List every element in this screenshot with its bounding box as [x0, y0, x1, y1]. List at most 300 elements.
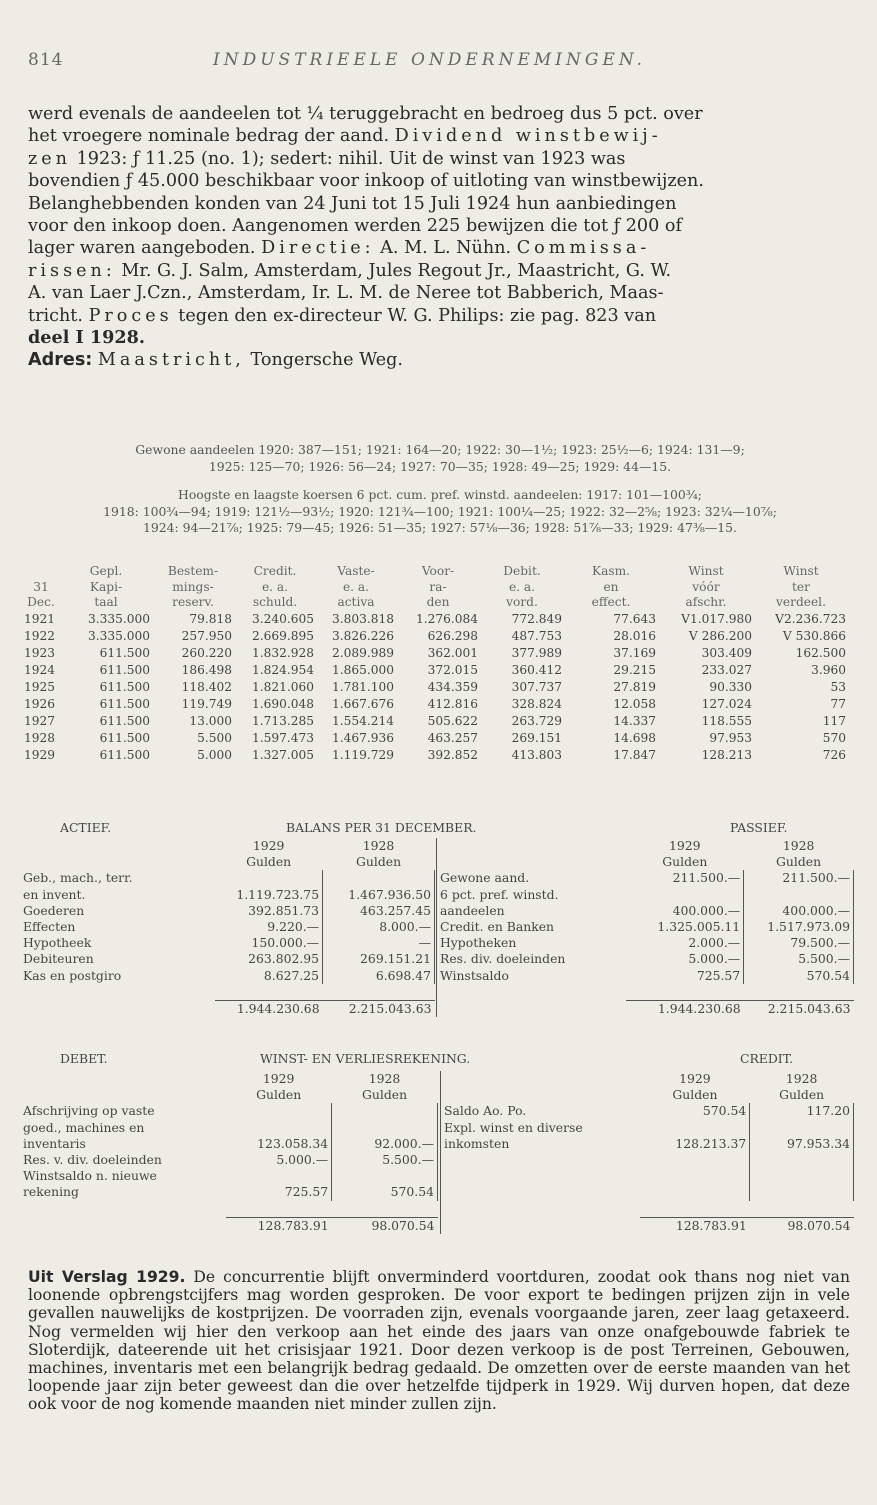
- table-cell: 377.989: [511, 645, 562, 660]
- value-1929: 570.54: [640, 1103, 750, 1119]
- table-row: [437, 887, 854, 903]
- currency-header-row: [437, 854, 854, 870]
- pl-debet: [20, 1071, 438, 1234]
- table-cell: 1.713.285: [251, 713, 314, 728]
- table-row: [22, 730, 848, 747]
- year-cell: 1925: [24, 679, 56, 694]
- column-header: Credit.: [253, 564, 297, 578]
- value-1929: 123.058.34: [226, 1136, 332, 1152]
- actief-title: ACTIEF.: [60, 820, 112, 835]
- text-line: tricht. Proces tegen den ex-directeur W. G. Philips: zie pag. 823 van: [28, 305, 657, 326]
- column-header: Debit.: [503, 564, 541, 578]
- blank-cell: [441, 1201, 641, 1218]
- table-row: [22, 696, 848, 713]
- table-cell: 3.826.226: [331, 628, 394, 643]
- column-header: schuld.: [252, 595, 298, 609]
- column-header: mings-: [172, 579, 214, 594]
- currency-header: Gulden: [662, 854, 708, 870]
- value-1928: 1.517.973.09: [744, 919, 854, 935]
- column-header: ter: [792, 579, 810, 594]
- text-line: Belanghebbenden konden van 24 Juni tot 15 Juli 1924 hun aanbiedingen: [28, 193, 677, 214]
- table-cell: 328.824: [511, 696, 562, 711]
- year-header-row: [441, 1071, 854, 1087]
- table-cell: 1.690.048: [251, 696, 314, 711]
- table-cell: 1.781.100: [331, 679, 394, 694]
- table-row: [437, 935, 854, 951]
- column-header: effect.: [591, 595, 631, 609]
- currency-header: Gulden: [362, 1087, 408, 1103]
- table-cell: 413.803: [511, 747, 562, 762]
- table-cell: 3.803.818: [331, 611, 394, 626]
- table-cell: 412.816: [427, 696, 478, 711]
- blank-cell: [20, 1001, 215, 1018]
- table-cell: 269.151: [511, 730, 562, 745]
- pl-title: WINST- EN VERLIESREKENING.: [260, 1051, 471, 1066]
- table-cell: 3.335.000: [87, 628, 150, 643]
- blank-cell: [750, 1184, 854, 1200]
- item-label: Gewone aand.: [440, 870, 530, 886]
- table-cell: 362.001: [427, 645, 478, 660]
- table-cell: 162.500: [795, 645, 846, 660]
- balance-title: BALANS PER 31 DECEMBER.: [286, 820, 477, 835]
- value-1929: [226, 1103, 332, 1119]
- address-street: Tongersche Weg.: [250, 350, 404, 371]
- blank-cell: [640, 1168, 750, 1184]
- value-1928: 92.000.—: [332, 1136, 438, 1152]
- table-cell: 28.016: [613, 628, 656, 643]
- item-label: Saldo Ao. Po.: [444, 1103, 527, 1119]
- column-header: e. a.: [261, 579, 289, 594]
- running-title: INDUSTRIEELE ONDERNEMINGEN.: [213, 50, 647, 70]
- total-1928: 98.070.54: [750, 1217, 854, 1234]
- table-row: [437, 968, 854, 984]
- table-row: [20, 887, 435, 903]
- blank-cell: [226, 1201, 332, 1218]
- year-cell: 1929: [24, 747, 56, 762]
- table-cell: 260.220: [181, 645, 232, 660]
- value-1928: 97.953.34: [750, 1136, 854, 1152]
- table-cell: 29.215: [613, 662, 656, 677]
- table-row: [20, 1120, 438, 1136]
- value-1929: 8.627.25: [215, 968, 323, 984]
- currency-header: Gulden: [672, 1087, 718, 1103]
- column-header: vord.: [506, 595, 538, 609]
- blank-cell: [626, 984, 744, 1001]
- blank-cell: [441, 1217, 641, 1234]
- table-cell: 97.953: [709, 730, 752, 745]
- item-label: Winstsaldo: [440, 967, 509, 983]
- item-label: Expl. winst en diverse: [444, 1119, 583, 1135]
- table-row: [22, 662, 848, 679]
- blank-cell: [323, 984, 435, 1001]
- item-label: Res. v. div. doeleinden: [23, 1152, 162, 1168]
- table-row: [441, 1103, 854, 1119]
- debet-title: DEBET.: [60, 1051, 108, 1066]
- value-1928: [332, 1120, 438, 1136]
- table-cell: 1.327.005: [251, 747, 314, 762]
- column-header: Vaste-: [337, 564, 375, 578]
- table-cell: 2.669.895: [251, 628, 314, 643]
- blank-cell: [640, 1184, 750, 1200]
- table-row: [20, 1152, 438, 1168]
- table-cell: V1.017.980: [681, 611, 752, 626]
- year-1929-header: 1929: [669, 838, 701, 853]
- table-cell: 5.500: [197, 730, 232, 745]
- item-label: aandeelen: [440, 902, 505, 918]
- item-label: rekening: [23, 1184, 79, 1200]
- year-cell: 1922: [24, 628, 56, 643]
- value-1928: 1.467.936.50: [323, 887, 435, 903]
- table-cell: 726: [822, 747, 846, 762]
- total-1928: 2.215.043.63: [323, 1001, 435, 1018]
- year-cell: 1923: [24, 645, 56, 660]
- table-row: [20, 1184, 438, 1200]
- item-label: en invent.: [23, 886, 86, 902]
- column-header: Voor-: [421, 564, 455, 578]
- blank-cell: [441, 1152, 641, 1168]
- spacer-row: [441, 1168, 854, 1184]
- value-1928: 570.54: [332, 1184, 438, 1200]
- value-1928: 5.500.—: [332, 1152, 438, 1168]
- column-header: verdeel.: [776, 595, 826, 609]
- year-header-row: [20, 838, 435, 854]
- table-cell: 1.824.954: [251, 662, 314, 677]
- table-cell: 611.500: [99, 645, 150, 660]
- total-1928: 98.070.54: [332, 1217, 438, 1234]
- stats-header-row: [22, 580, 848, 596]
- year-1928-header: 1928: [362, 838, 395, 853]
- table-cell: 463.257: [427, 730, 478, 745]
- item-label: Winstsaldo n. nieuwe: [23, 1168, 157, 1184]
- value-1929: [215, 870, 323, 886]
- share-prices-preferred: Hoogste en laagste koersen 6 pct. cum. pref. winstd. aandeelen: 1917: 101—100¾; 1918: 100¾—94; 1919: 121½—93½; 1920: 121¾—100; 1921: 100¼—25; 1922: 32—2⅝; 1923: 32¼—10⅞; 1924: 94—21⅞; 1925: 79—45; 1926: 51—35; 1927: 57⅛—36; 1928: 51⅞—33; 1929: 47⅜—15.: [103, 487, 777, 535]
- value-1928: 117.20: [750, 1103, 854, 1119]
- table-cell: 77: [830, 696, 846, 711]
- table-row: [20, 951, 435, 967]
- year-header-row: [20, 1071, 438, 1087]
- table-cell: 611.500: [99, 713, 150, 728]
- table-cell: 118.402: [181, 679, 232, 694]
- item-label: 6 pct. pref. winstd.: [440, 886, 559, 902]
- column-header: afschr.: [685, 595, 727, 609]
- table-cell: 79.818: [189, 611, 232, 626]
- table-cell: 1.467.936: [331, 730, 394, 745]
- blank-cell: [20, 1071, 226, 1087]
- currency-header-row: [441, 1087, 854, 1103]
- credit-title: CREDIT.: [740, 1051, 794, 1066]
- currency-header: Gulden: [355, 854, 402, 870]
- table-cell: 611.500: [99, 730, 150, 745]
- table-row: [441, 1136, 854, 1152]
- financial-statistics-table: [22, 564, 848, 764]
- blank-cell: [437, 984, 626, 1001]
- table-cell: 90.330: [709, 679, 752, 694]
- spacer-row: [20, 1201, 438, 1218]
- currency-header-row: [20, 1087, 438, 1103]
- value-1929: 1.325.005.11: [626, 919, 744, 935]
- spacer-row: [441, 1201, 854, 1218]
- table-cell: 257.950: [181, 628, 232, 643]
- table-cell: 626.298: [427, 628, 478, 643]
- blank-cell: [332, 1201, 438, 1218]
- total-row: [437, 1001, 854, 1018]
- table-row: [441, 1120, 854, 1136]
- value-1928: [332, 1168, 438, 1184]
- value-1929: 150.000.—: [215, 935, 323, 951]
- table-row: [437, 903, 854, 919]
- currency-header: Gulden: [776, 854, 822, 870]
- table-cell: 118.555: [701, 713, 752, 728]
- value-1929: 5.000.—: [226, 1152, 332, 1168]
- table-row: [437, 919, 854, 935]
- table-cell: 1.667.676: [331, 696, 394, 711]
- table-cell: 611.500: [99, 679, 150, 694]
- table-cell: 5.000: [197, 747, 232, 762]
- value-1928: 79.500.—: [744, 935, 854, 951]
- balance-passief: [436, 838, 854, 1017]
- blank-cell: [20, 1217, 226, 1234]
- blank-cell: [441, 1071, 641, 1087]
- total-1929: 128.783.91: [640, 1217, 750, 1234]
- text-line: deel I 1928.: [28, 327, 145, 349]
- table-cell: 17.847: [613, 747, 656, 762]
- column-header: vóór: [692, 579, 720, 594]
- table-cell: 14.698: [613, 730, 656, 745]
- table-cell: 127.024: [701, 696, 752, 711]
- value-1929: 725.57: [626, 968, 744, 984]
- item-label: Geb., mach., terr.: [23, 870, 133, 886]
- stats-header-row: [22, 564, 848, 580]
- table-row: [437, 870, 854, 886]
- value-1929: 392.851.73: [215, 903, 323, 919]
- table-cell: 360.412: [511, 662, 562, 677]
- text-line: bovendien ƒ 45.000 beschikbaar voor inkoop of uitloting van winstbewijzen.: [28, 171, 704, 192]
- address-city: Maastricht,: [97, 350, 245, 371]
- text-line: werd evenals de aandeelen tot ¼ teruggebracht en bedroeg dus 5 pct. over: [28, 104, 703, 124]
- value-1928: 269.151.21: [323, 951, 435, 967]
- table-cell: 3.960: [811, 662, 846, 677]
- table-cell: 53: [830, 679, 846, 694]
- table-cell: 392.852: [427, 747, 478, 762]
- text-line: rissen: Mr. G. J. Salm, Amsterdam, Jules Regout Jr., Maastricht, G. W.: [28, 260, 672, 281]
- blank-cell: [437, 838, 626, 854]
- value-1928: 570.54: [744, 968, 854, 984]
- table-cell: 1.119.729: [331, 747, 394, 762]
- table-cell: 3.335.000: [87, 611, 150, 626]
- table-cell: V2.236.723: [775, 611, 846, 626]
- table-row: [20, 968, 435, 984]
- item-label: Effecten: [23, 919, 76, 935]
- column-header: Bestem-: [167, 564, 219, 578]
- table-cell: 505.622: [427, 713, 478, 728]
- report-text: De concurrentie blijft onverminderd voortduren, zoodat ook thans nog niet van loonende opbrengstcijfers mag worden gesproken. De voor export te bedingen prijzen zijn in vele gevallen nauwelijks de kostprijzen. De voorraden zijn, evenals voorgaande jaren, zeer laag getaxeerd. Nog vermelden wij hier den verkoop aan het einde des jaars van onze onafgebouwde fabriek te Sloterdijk, dateerende uit het crisisjaar 1921. Door dezen verkoop is de post Terreinen, Gebouwen, machines, inventaris met een belangrijk bedrag gedaald. De omzetten over de eerste maanden van het loopende jaar zijn beter geweest dan die over hetzelfde tijdperk in 1929. Wij durven hopen, dat deze ook voor de nog komende maanden niet minder zullen zijn.: [28, 1268, 851, 1414]
- table-cell: 12.058: [613, 696, 656, 711]
- value-1928: —: [323, 935, 435, 951]
- column-header: e. a.: [508, 579, 536, 594]
- table-cell: 772.849: [511, 611, 562, 626]
- column-header: en: [603, 579, 619, 594]
- table-cell: 1.554.214: [331, 713, 394, 728]
- table-cell: 303.409: [701, 645, 752, 660]
- table-cell: 1.821.060: [251, 679, 314, 694]
- value-1928: 8.000.—: [323, 919, 435, 935]
- item-label: Hypotheken: [440, 935, 517, 951]
- table-cell: V 530.866: [782, 628, 846, 643]
- value-1928: [750, 1120, 854, 1136]
- blank-cell: [744, 984, 854, 1001]
- blank-cell: [441, 1087, 641, 1103]
- value-1928: [323, 870, 435, 886]
- value-1929: 400.000.—: [626, 903, 744, 919]
- blank-cell: [441, 1168, 641, 1184]
- table-cell: 1.832.928: [251, 645, 314, 660]
- page-number: 814: [28, 50, 64, 70]
- table-cell: 570: [822, 730, 846, 745]
- table-cell: 77.643: [613, 611, 656, 626]
- year-1928-header: 1928: [785, 1071, 818, 1086]
- text-line: zen 1923: ƒ 11.25 (no. 1); sedert: nihil. Uit de winst van 1923 was: [28, 148, 626, 169]
- value-1929: 211.500.—: [626, 870, 744, 886]
- value-1928: 463.257.45: [323, 903, 435, 919]
- text-line: lager waren aangeboden. Directie: A. M. L. Nühn. Commissa-: [28, 238, 651, 259]
- value-1928: 211.500.—: [744, 870, 854, 886]
- pl-credit: [440, 1071, 854, 1234]
- table-cell: 307.737: [511, 679, 562, 694]
- value-1929: [226, 1168, 332, 1184]
- text-line: het vroegere nominale bedrag der aand. Dividend winstbewij-: [28, 126, 662, 147]
- table-cell: 2.089.989: [331, 645, 394, 660]
- year-cell: 1928: [24, 730, 56, 745]
- table-cell: 233.027: [701, 662, 752, 677]
- table-cell: 14.337: [613, 713, 656, 728]
- currency-header: Gulden: [246, 854, 292, 870]
- page-header: [28, 50, 848, 74]
- value-1928: 5.500.—: [744, 951, 854, 967]
- value-1929: 128.213.37: [640, 1136, 750, 1152]
- report-label: Uit Verslag 1929.: [28, 1268, 186, 1286]
- column-header: Kasm.: [591, 564, 631, 578]
- text-line: A. van Laer J.Czn., Amsterdam, Ir. L. M. de Neree tot Babberich, Maas-: [28, 283, 664, 304]
- value-1929: [640, 1120, 750, 1136]
- blank-cell: [750, 1152, 854, 1168]
- value-1929: 2.000.—: [626, 935, 744, 951]
- item-label: Goederen: [23, 902, 85, 918]
- year-1928-header: 1928: [782, 838, 815, 853]
- column-header: Winst: [688, 564, 724, 578]
- passief-title: PASSIEF.: [730, 820, 788, 835]
- company-description: [28, 103, 850, 372]
- item-label: Kas en postgiro: [23, 967, 122, 983]
- column-header: e. a.: [342, 579, 370, 594]
- table-cell: 37.169: [613, 645, 656, 660]
- spacer-row: [441, 1152, 854, 1168]
- column-header: 31: [33, 579, 49, 594]
- currency-header: Gulden: [256, 1087, 302, 1103]
- stats-header-row: [22, 595, 848, 611]
- value-1928: 6.698.47: [323, 968, 435, 984]
- table-row: [20, 919, 435, 935]
- year-cell: 1921: [24, 611, 56, 626]
- column-header: reserv.: [172, 595, 214, 609]
- blank-cell: [437, 1001, 626, 1018]
- blank-cell: [640, 1152, 750, 1168]
- year-1929-header: 1929: [252, 838, 285, 853]
- spacer-row: [441, 1184, 854, 1200]
- item-label: inkomsten: [444, 1135, 510, 1151]
- blank-cell: [441, 1184, 641, 1200]
- table-cell: 611.500: [99, 662, 150, 677]
- table-cell: 1.276.084: [415, 611, 478, 626]
- item-label: Afschrijving op vaste: [23, 1103, 155, 1119]
- column-header: Gepl.: [89, 564, 123, 578]
- table-row: [20, 1103, 438, 1119]
- table-row: [22, 747, 848, 764]
- total-1929: 1.944.230.68: [626, 1001, 744, 1018]
- blank-cell: [437, 854, 626, 870]
- blank-cell: [20, 854, 215, 870]
- total-1929: 1.944.230.68: [215, 1001, 323, 1018]
- value-1929: 263.802.95: [215, 951, 323, 967]
- total-1929: 128.783.91: [226, 1217, 332, 1234]
- item-label: Res. div. doeleinden: [440, 951, 566, 967]
- table-cell: 128.213: [701, 747, 752, 762]
- table-cell: 13.000: [189, 713, 232, 728]
- currency-header: Gulden: [779, 1087, 825, 1103]
- table-row: [20, 1168, 438, 1184]
- table-cell: 117: [822, 713, 846, 728]
- text-line: voor den inkoop doen. Aangenomen werden 225 bewijzen die tot ƒ 200 of: [28, 216, 682, 237]
- blank-cell: [20, 1087, 226, 1103]
- blank-cell: [20, 984, 215, 1001]
- column-header: Winst: [783, 564, 819, 578]
- column-header: ra-: [429, 579, 447, 594]
- year-1929-header: 1929: [679, 1071, 711, 1086]
- table-row: [437, 951, 854, 967]
- item-label: inventaris: [23, 1135, 86, 1151]
- table-cell: 611.500: [99, 747, 150, 762]
- blank-cell: [750, 1201, 854, 1218]
- blank-cell: [20, 1201, 226, 1218]
- value-1929: 5.000.—: [626, 951, 744, 967]
- blank-cell: [215, 984, 323, 1001]
- total-row: [20, 1001, 435, 1018]
- table-cell: 434.359: [427, 679, 478, 694]
- year-1929-header: 1929: [262, 1071, 295, 1086]
- item-label: Hypotheek: [23, 935, 92, 951]
- column-header: taal: [94, 595, 118, 609]
- table-cell: 487.753: [511, 628, 562, 643]
- table-cell: 1.865.000: [331, 662, 394, 677]
- total-1928: 2.215.043.63: [744, 1001, 854, 1018]
- share-prices-ordinary: Gewone aandeelen 1920: 387—151; 1921: 164—20; 1922: 30—1½; 1923: 25½—6; 1924: 131—9; 1925: 125—70; 1926: 56—24; 1927: 70—35; 1928: 49—25; 1929: 44—15.: [135, 442, 745, 474]
- item-label: Credit. en Banken: [440, 919, 555, 935]
- total-row: [20, 1217, 438, 1234]
- table-row: [22, 628, 848, 645]
- column-header: activa: [337, 595, 375, 609]
- table-cell: 27.819: [613, 679, 656, 694]
- value-1929: 9.220.—: [215, 919, 323, 935]
- year-header-row: [437, 838, 854, 854]
- value-1929: [226, 1120, 332, 1136]
- table-cell: 611.500: [99, 696, 150, 711]
- item-label: Debiteuren: [23, 951, 94, 967]
- table-row: [20, 1136, 438, 1152]
- table-row: [20, 935, 435, 951]
- annual-report-excerpt: [28, 1268, 850, 1414]
- column-header: den: [426, 595, 450, 609]
- column-header: Dec.: [27, 595, 55, 609]
- value-1928: [332, 1103, 438, 1119]
